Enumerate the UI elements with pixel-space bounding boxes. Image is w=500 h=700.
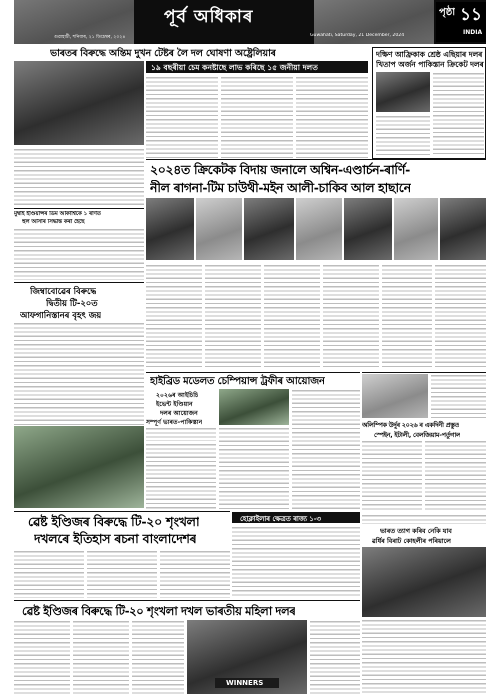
icc-headline-line1: ২০২৬ৰ আইচিচি xyxy=(156,392,199,399)
retirement-photo-3 xyxy=(244,198,294,260)
bangladesh-headline-line2: দখলৰে ইতিহাস ৰচনা বাংলাদেশৰ xyxy=(34,531,197,546)
women-body-4 xyxy=(310,620,360,694)
olympics-body-1 xyxy=(431,374,486,418)
masthead-brand: পূৰ্ব অধিকাৰ xyxy=(164,7,254,27)
masthead xyxy=(14,0,486,44)
icc-event-box xyxy=(146,389,216,441)
australia-photo xyxy=(14,61,144,145)
mumbai-headline-line1: মুম্বাই ইণ্ডিয়ান্সৰ ডিম আকাশ্বিকে ১ ৰাণত xyxy=(14,211,101,217)
australia-body-col3 xyxy=(296,76,368,158)
india-label: INDIA xyxy=(463,29,483,36)
afghanistan-headline-line3: আফগানিস্তানৰ বৃহৎ জয় xyxy=(20,310,102,320)
retirement-photo-7 xyxy=(440,198,486,260)
retirements-headline-line1: ২০২৪ত ক্ৰিকেটক বিদায় জনালে অশ্বিন-এণ্ডাৰ্চন-ৰাৰ্ণি- xyxy=(150,162,410,177)
champions-body-2 xyxy=(219,427,289,509)
retirement-photo-1 xyxy=(146,198,194,260)
champions-headline: হাইব্ৰিড মডেলত চেম্পিয়ান্স ট্ৰফীৰ আয়োজন xyxy=(150,376,325,387)
masthead-dateline-right: Guwahati, Saturday, 21 December, 2024 xyxy=(310,33,405,38)
south-africa-photo xyxy=(376,72,430,112)
divider-women xyxy=(14,600,360,601)
bangladesh-body-3 xyxy=(160,550,230,598)
olympics-body-2 xyxy=(362,440,422,512)
south-africa-headline: দক্ষিণ আফ্ৰিকাক শ্ৰেষ্ঠ এছিয়াৰ দলৰ খিতাপ অৰ্জন পাকিস্তান ক্ৰিকেট দলৰ xyxy=(376,50,484,69)
winners-banner: WINNERS xyxy=(226,679,264,687)
icc-headline-line2: ইভেন্ট ইণ্ডিয়ান xyxy=(156,401,193,408)
olympics-headline-line2: স্পেইন, ইটালী, বেলজিয়াম-পৰ্তুগাল xyxy=(374,432,461,439)
australia-subhead-bar xyxy=(146,61,368,73)
australia-body-col1 xyxy=(146,76,218,158)
afghanistan-photo xyxy=(14,426,144,508)
women-series-headline: ৱেষ্ট ইণ্ডিজৰ বিৰুদ্ধে টি-২০ শৃংখলা দখল ভাৰতীয় মহিলা দলৰ xyxy=(22,604,296,618)
kohli-headline-line2: ৱৰ্ধিৰ বিৰাট কোহলীৰ পৰিয়ালে xyxy=(372,537,451,545)
kohli-body xyxy=(362,619,486,694)
retirement-photo-6 xyxy=(394,198,438,260)
retirements-body-6 xyxy=(435,264,486,370)
hockey-body-1 xyxy=(362,514,486,524)
champions-body-3 xyxy=(292,389,360,509)
icc-headline-line3: দলৰ আয়োজন xyxy=(160,410,198,417)
bangladesh-body-2 xyxy=(87,550,157,598)
australia-subhead: ১৯ বছৰীয়া চেম কনষ্টাছে লাভ কৰিছে ১৫ জনীয়া দলত xyxy=(151,63,318,72)
retirements-body-2 xyxy=(205,264,261,370)
divider-under-australia xyxy=(146,159,486,160)
retirements-body-4 xyxy=(323,264,379,370)
retirements-body-1 xyxy=(146,264,202,370)
women-team-photo xyxy=(187,620,307,694)
afghanistan-body xyxy=(14,322,144,426)
champions-body-1 xyxy=(146,443,216,509)
olympics-headline-line1: অলিম্পিক উৰ্দুৰ ২০২৬ ৰ একদিনী প্ৰস্তুত xyxy=(362,422,460,429)
divider-left-2 xyxy=(14,282,144,283)
retirement-photo-5 xyxy=(344,198,392,260)
south-africa-body-a xyxy=(433,72,484,156)
women-body-2 xyxy=(73,620,129,694)
south-africa-article xyxy=(372,47,486,159)
retirements-body-5 xyxy=(382,264,432,370)
retirement-photo-4 xyxy=(296,198,342,260)
divider-bangladesh xyxy=(14,511,230,512)
masthead-dateline-left: গুৱাহাটী, শনিবাৰ, ২১ ডিচেম্বৰ, ২০২৪ xyxy=(54,35,126,40)
women-body-3 xyxy=(132,620,184,694)
retirement-photo-2 xyxy=(196,198,242,260)
mumbai-body xyxy=(14,228,144,280)
kohli-headline-line1: ভাৰত ত্যাগ কৰিব নেকি যাব xyxy=(380,527,452,535)
hockey-body-2 xyxy=(232,526,360,598)
afghanistan-headline-line1: জিম্বাবোৱেৰ বিৰুদ্ধে xyxy=(30,286,97,296)
hockey-banner xyxy=(232,512,360,523)
south-africa-body-b xyxy=(376,115,430,156)
page-number: ১১ xyxy=(460,5,483,25)
olympics-photo xyxy=(362,374,428,418)
bangladesh-headline-line1: ৱেষ্ট ইণ্ডিজৰ বিৰুদ্ধে টি-২০ শৃংখলা xyxy=(28,514,200,529)
winners-banner-bar xyxy=(215,678,279,688)
divider-champions xyxy=(146,372,360,373)
kohli-photo xyxy=(362,547,486,617)
divider-left-1 xyxy=(14,208,144,209)
olympics-body-3 xyxy=(425,440,486,512)
page-label-box xyxy=(436,2,486,42)
champions-photo xyxy=(219,389,289,425)
bangladesh-body-1 xyxy=(14,550,84,598)
women-body-1 xyxy=(14,620,70,694)
page-label: পৃষ্ঠা xyxy=(439,7,456,18)
mumbai-headline-line2: হুল আসাৰ সিদ্ধান্ত কৰা হৈছে xyxy=(22,219,85,225)
icc-body xyxy=(146,427,216,441)
afghanistan-headline-line2: দ্বিতীয় টি-২০ত xyxy=(46,298,98,308)
icc-headline-line4: সম্পূৰ্ণ ভাৰত-পাকিস্তান xyxy=(146,419,203,426)
retirements-headline-line2: নীল ৰাগনা-টিম চাউথী-মইন আলী-চাকিব আল হাছানে xyxy=(150,180,411,195)
australia-headline: ভাৰতৰ বিৰুদ্ধে অন্তিম দুখন টেষ্টৰ লৈ দল ঘোষণা অষ্ট্ৰেলিয়াৰ xyxy=(50,48,276,59)
australia-body-col2 xyxy=(221,76,293,158)
australia-body-left xyxy=(14,148,144,206)
hockey-banner-label: হোক্লাইলাৰ ক্ষেত্ৰত ৰাজ্য ১-৩ xyxy=(240,515,321,523)
retirements-body-3 xyxy=(264,264,320,370)
divider-olympics xyxy=(362,372,486,373)
